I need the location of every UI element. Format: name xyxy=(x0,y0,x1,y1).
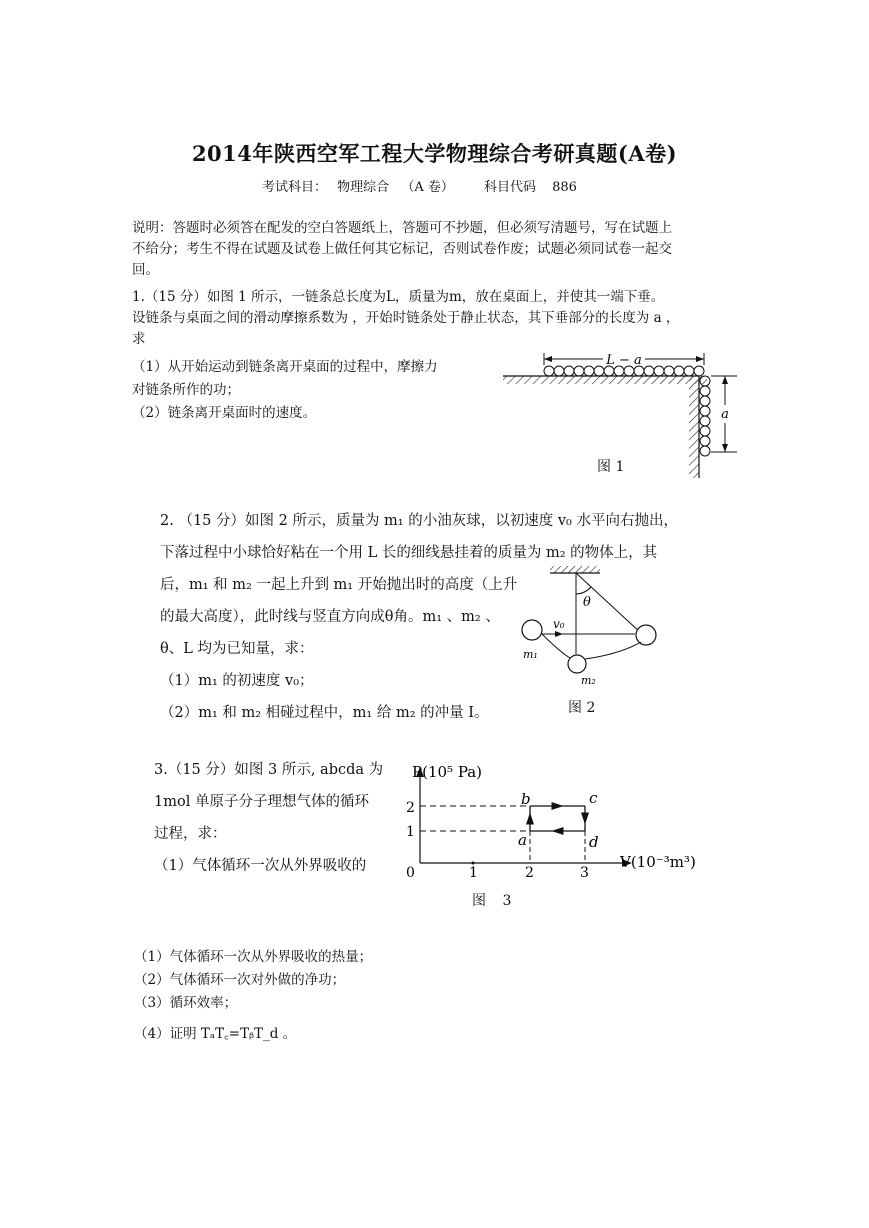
q1-sub: 对链条所作的功； xyxy=(132,382,240,398)
instruction-line: 回。 xyxy=(132,262,159,278)
page-title: 2014年陕西空军工程大学物理综合考研真题(A卷) xyxy=(191,141,678,166)
cycle-arrow xyxy=(526,813,534,825)
q3-sub: （1）气体循环一次从外界吸收的热量； xyxy=(134,949,373,965)
point-c: c xyxy=(589,789,598,807)
label-m2: m₂ xyxy=(581,674,596,687)
q1-line: 求 xyxy=(132,331,146,347)
y-axis-label: P(10⁵ Pa) xyxy=(412,763,483,781)
point-b: b xyxy=(521,790,531,808)
label-a: a xyxy=(721,407,729,422)
y-tick-1: 1 xyxy=(406,824,415,840)
instruction-line: 说明：答题时必须答在配发的空白答题纸上，答题可不抄题，但必须写清题号，写在试题上 xyxy=(132,220,672,236)
subject-line xyxy=(262,176,599,195)
label-l-minus-a: L − a xyxy=(606,353,642,368)
ceiling xyxy=(550,566,600,573)
figure-2-pendulum xyxy=(515,562,665,692)
cycle-arrow xyxy=(552,827,564,835)
q1-stem xyxy=(132,287,679,350)
q2-line: 的最大高度），此时线与竖直方向成θ角。m₁ 、m₂ 、 xyxy=(160,609,500,625)
label-v0: v₀ xyxy=(553,617,565,631)
q1-line: 1.（15 分）如图 1 所示，一链条总长度为L，质量为m，放在桌面上，并使其一端下垂。 xyxy=(132,289,665,305)
exam-subject: 物理综合 xyxy=(337,180,390,195)
cycle-arrow xyxy=(581,813,589,825)
cycle-arrow xyxy=(552,802,564,810)
exam-volume: （A 卷） xyxy=(401,180,454,195)
q2-line: 后，m₁ 和 m₂ 一起上升到 m₁ 开始抛出时的高度（上升 xyxy=(160,577,518,593)
x-tick-3: 3 xyxy=(580,865,589,881)
x-tick-0: 0 xyxy=(406,865,415,881)
q1-line: 设链条与桌面之间的滑动摩擦系数为 ，开始时链条处于静止状态，其下垂部分的长度为 a ， xyxy=(132,310,680,326)
label-m1: m₁ xyxy=(523,648,538,661)
table-edge xyxy=(689,376,699,478)
x-tick-2: 2 xyxy=(525,865,534,881)
point-a: a xyxy=(518,831,527,849)
x-tick-1: 1 xyxy=(469,865,478,881)
ball-m2 xyxy=(568,655,586,673)
instructions xyxy=(132,218,672,281)
ball-m1 xyxy=(522,620,542,640)
instruction-line: 不给分；考生不得在试题及试卷上做任何其它标记，否则试卷作废；试题必须同试卷一起交 xyxy=(132,241,672,257)
ball-m2-raised xyxy=(636,625,656,645)
q2-line: （1）m₁ 的初速度 v₀； xyxy=(160,673,314,689)
q3-line: 3.（15 分）如图 3 所示, abcda 为 xyxy=(154,762,384,778)
q3-sub: （4）证明 TₐT꜀=TᵦT_d 。 xyxy=(134,1026,297,1042)
q1-subquestions xyxy=(132,356,438,425)
q3-sub: （2）气体循环一次对外做的净功； xyxy=(134,972,346,988)
x-axis-label: V(10⁻³m³) xyxy=(620,853,696,871)
figure-2-caption: 图 2 xyxy=(568,700,596,716)
q2-line: 2. （15 分）如图 2 所示，质量为 m₁ 的小油灰球，以初速度 v₀ 水平向右抛出， xyxy=(160,513,678,529)
q2-line: θ、L 均为已知量，求： xyxy=(160,641,314,657)
q2-line: （2）m₁ 和 m₂ 相碰过程中，m₁ 给 m₂ 的冲量 I。 xyxy=(160,705,489,721)
q3-subquestions xyxy=(134,946,372,1046)
figure-3-pv-diagram xyxy=(400,755,710,885)
q3-line: 1mol 单原子分子理想气体的循环 xyxy=(154,794,369,810)
y-tick-2: 2 xyxy=(406,800,415,816)
q3-stem xyxy=(154,754,383,882)
q3-line: （1）气体循环一次从外界吸收的 xyxy=(154,858,367,874)
q2-line: 下落过程中小球恰好粘在一个用 L 长的细线悬挂着的质量为 m₂ 的物体上，其 xyxy=(160,545,658,561)
q1-sub: （1）从开始运动到链条离开桌面的过程中，摩擦力 xyxy=(132,359,438,375)
chain-hanging xyxy=(700,376,710,456)
q3-line: 过程，求： xyxy=(154,826,227,842)
code-value: 886 xyxy=(552,180,577,195)
q3-sub: （3）循环效率； xyxy=(134,995,238,1011)
exam-subject-label: 考试科目： xyxy=(262,180,328,195)
point-d: d xyxy=(589,833,599,851)
q1-sub: （2）链条离开桌面时的速度。 xyxy=(132,405,317,421)
figure-3-caption: 图 3 xyxy=(472,893,518,909)
figure-1-caption: 图 1 xyxy=(597,459,625,475)
cycle-path xyxy=(526,802,589,835)
table-surface xyxy=(503,376,707,384)
label-theta: θ xyxy=(583,595,591,610)
code-label: 科目代码 xyxy=(483,180,536,195)
